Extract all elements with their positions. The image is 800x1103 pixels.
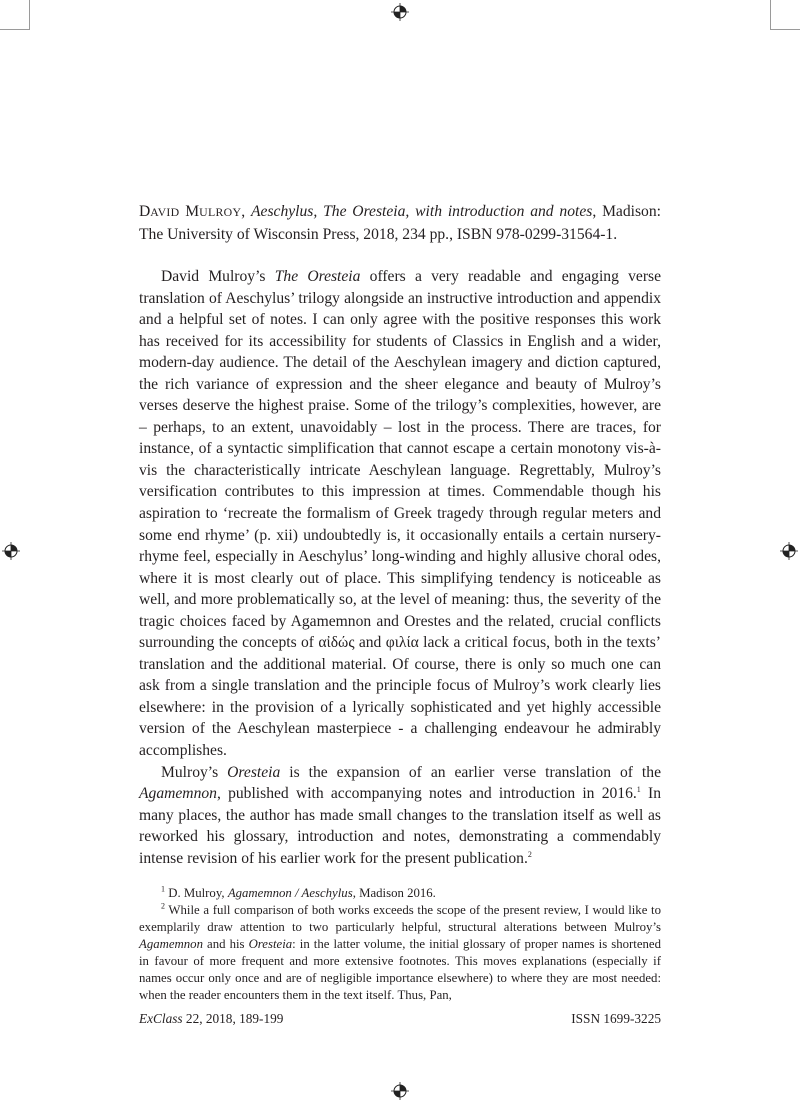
footnote-1-text-b: , Madison 2016. <box>352 886 436 901</box>
heading-comma: , <box>241 203 246 220</box>
footnote-2-title-agamemnon: Agamemnon <box>139 937 203 952</box>
author-last-rest: ULROY <box>199 205 242 219</box>
author-first-initial: D <box>139 203 151 220</box>
paragraph-1-text-a: David Mulroy’s <box>161 268 275 285</box>
book-title: Aeschylus, The Oresteia, with introduction and notes <box>251 203 593 220</box>
paragraph-1-text-b: offers a very readable and engaging verse translation of Aeschylus’ trilogy alongside an instructive introduction and appendix and a helpful set of notes. I can only agree with the positive responses this work has received for its accessibility for students of Classics in English and a wider, modern-day audience. The detail of the Aeschylean imagery and diction captured, the rich variance of expression and the sheer elegance and beauty of Mulroy’s verses deserve the highest praise. Some of the trilogy’s complexities, however, are – perhaps, to an extent, unavoidably – lost in the process. There are traces, for instance, of a syntactic simplification that cannot escape a certain monotony vis-à-vis the characteristically intricate Aeschylean language. Regrettably, Mulroy’s versification contributes to this impression at times. Commendable though his aspiration to ‘recreate the formalism of Greek tragedy through regular meters and some end rhyme’ (p. xii) undoubtedly is, it occasionally entails a certain nursery-rhyme feel, especially in Aeschylus’ long-winding and highly allusive choral odes, where it is most clearly out of place. This simplifying tendency is noticeable as well, and more problematically so, at the level of meaning: thus, the severity of the tragic choices faced by Agamemnon and Orestes and the related, crucial conflicts surrounding the concepts of αἰδώς and φιλία lack a critical focus, both in the texts’ translation and the additional material. Of course, there is only so much one can ask from a single translation and the principle focus of Mulroy’s work clearly lies elsewhere: in the provision of a lyrically sophisticated and yet highly accessible version of the Aeschylean masterpiece - a challenging endeavour he admirably accomplishes. <box>139 268 661 760</box>
review-heading <box>139 201 661 245</box>
review-body <box>139 266 661 869</box>
author-first-rest: AVID <box>150 205 180 219</box>
crop-mark-left-top <box>0 29 30 30</box>
footnote-ref-1: 1 <box>636 784 641 794</box>
registration-mark-icon <box>2 542 20 560</box>
author-last-initial: M <box>185 203 200 220</box>
publication-details: , Madison: The University of Wisconsin Press, 2018, 234 pp., ISBN 978-0299-31564-1. <box>139 203 661 243</box>
footnote-2-title-oresteia: Oresteia <box>248 937 293 952</box>
registration-mark-icon <box>391 1082 409 1100</box>
footnote-1-mark: 1 <box>161 885 165 895</box>
crop-mark-top-left <box>29 0 30 30</box>
issn: ISSN 1699-3225 <box>571 1011 661 1026</box>
paragraph-2-text-b: is the expansion of an earlier verse translation of the <box>280 763 661 781</box>
citation-details: 22, 2018, 189-199 <box>182 1011 284 1026</box>
paragraph-2-text-d: In many places, the author has made small changes to the translation itself as well as reworked his glossary, introduction and notes, demonstrating a commendably intense revision of his earlier work for the present publication. <box>139 785 662 867</box>
footnote-2-mark: 2 <box>161 901 165 911</box>
paragraph-2 <box>139 762 661 870</box>
paragraph-2-title-oresteia: Oresteia <box>227 763 281 781</box>
footnote-2-text-c: : in the latter volume, the initial glossary of proper names is shortened in favour of more frequent and more extensive footnotes. This moves explanations (especially if names occur only once and are of negligible importance elsewhere) to where they are most needed: when the reader encounters them in the text itself. Thus, Pan, <box>139 937 661 1002</box>
registration-mark-icon <box>391 3 409 21</box>
paragraph-2-text-a: Mulroy’s <box>161 763 228 781</box>
paragraph-2-text-c: , published with accompanying notes and introduction in 2016. <box>216 785 637 803</box>
footnote-1-text-a: D. Mulroy, <box>165 886 228 901</box>
footnotes <box>139 885 661 1003</box>
review-page <box>139 201 661 1004</box>
footnote-ref-2: 2 <box>527 849 532 859</box>
footnote-1 <box>139 885 661 902</box>
footnote-2-text-a: While a full comparison of both works exceeds the scope of the present review, I would like to exemplarily draw attention to two particularly helpful, structural alterations between Mulroy’s <box>139 903 661 935</box>
paragraph-1 <box>139 266 661 762</box>
footnote-1-title: Agamemnon / Aeschylus <box>227 886 353 901</box>
paragraph-1-title: The Oresteia <box>274 268 361 285</box>
footnote-2 <box>139 902 661 1003</box>
journal-citation <box>139 1010 283 1027</box>
crop-mark-top-right <box>770 0 771 30</box>
paragraph-2-title-agamemnon: Agamemnon <box>139 785 217 803</box>
registration-mark-icon <box>780 542 798 560</box>
journal-name: ExClass <box>139 1011 183 1026</box>
footnote-2-text-b: and his <box>202 937 249 952</box>
crop-mark-right-top <box>770 29 800 30</box>
